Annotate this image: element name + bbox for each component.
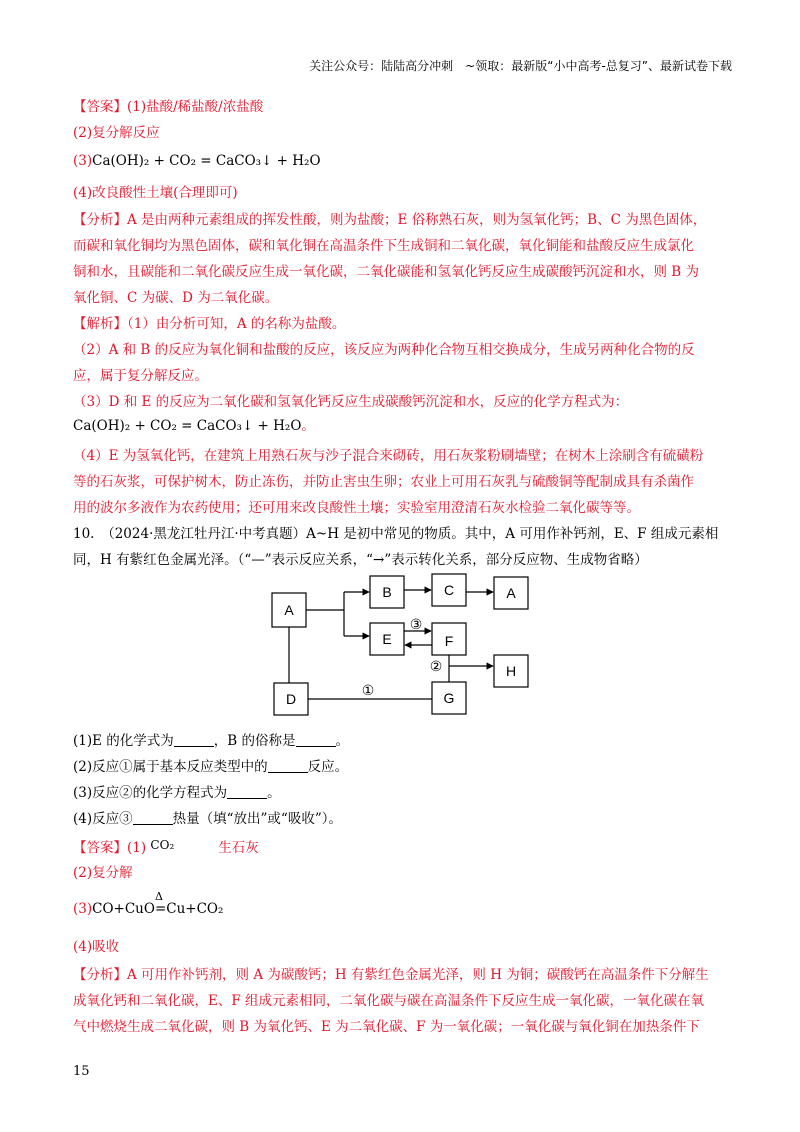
page-header: 关注公众号：陆陆高分冲刺 ~领取：最新版“小中高考-总复习”、最新试卷下载	[309, 59, 732, 73]
analysis-1-line-1: 【分析】A 是由两种元素组成的挥发性酸，则为盐酸；E 俗称熟石灰，则为氢氧化钙；B、C 为黑色固体，	[73, 212, 707, 228]
question-10-stem-2: 同，H 有紫红色金属光泽。（“—”表示反应关系，“→”表示转化关系，部分反应物、生成物省略）	[73, 552, 648, 568]
question-10-sub-4: (4)反应③ 热量（填“放出”或“吸收”）。	[73, 811, 342, 827]
page-number: 15	[73, 1064, 90, 1079]
node-h: H	[505, 663, 517, 679]
answer-1-line	[73, 94, 743, 120]
label-r2: ②	[429, 658, 443, 674]
answer-2-line: 【答案】(1) CO₂ 生石灰	[73, 838, 259, 856]
explain-1-item-3: （3）D 和 E 的反应为二氧化碳和氢氧化钙反应生成碳酸钙沉淀和水，反应的化学方程式为：	[73, 394, 629, 410]
analysis-tag: 【分析】	[73, 212, 127, 228]
answer-2-name: 生石灰	[218, 840, 259, 856]
node-a: A	[284, 602, 294, 618]
question-10-sub-3: (3)反应②的化学方程式为 。	[73, 785, 281, 801]
analysis-2-line-1: 【分析】A 可用作补钙剂，则 A 为碳酸钙；H 有紫红色金属光泽，则 H 为铜；碳酸钙在高温条件下分解生	[73, 967, 709, 983]
question-10-sub-1: (1)E 的化学式为 ，B 的俗称是 。	[73, 733, 349, 749]
explain-1-item-2a: （2）A 和 B 的反应为氧化铜和盐酸的反应，该反应为两种化合物互相交换成分，生成另两种化合物的反	[73, 342, 695, 358]
answer-1-item-2: (2)复分解反应	[73, 125, 160, 141]
label-r3: ③	[409, 616, 423, 632]
explain-1-item-4a: （4）E 为氢氧化钙，在建筑上用熟石灰与沙子混合来砌砖，用石灰浆粉刷墙壁；在树木上涂刷含有硫磺粉	[73, 448, 704, 464]
explain-tag: 【解析】	[73, 316, 127, 332]
node-c2: A	[506, 585, 516, 601]
node-e: E	[382, 631, 392, 647]
node-d: D	[285, 691, 297, 707]
explain-1-item-1: 【解析】（1）由分析可知，A 的名称为盐酸。	[73, 316, 346, 332]
blank	[174, 732, 214, 747]
formula: CO₂	[150, 838, 175, 852]
answer-1-item-3: (3)Ca(OH)₂ + CO₂ = CaCO₃↓ + H₂O	[73, 153, 321, 169]
equation: Ca(OH)₂ + CO₂ = CaCO₃↓ + H₂O	[92, 153, 321, 169]
reaction-diagram	[260, 568, 560, 723]
explain-1-equation: Ca(OH)₂ + CO₂ = CaCO₃↓ + H₂O。	[73, 418, 315, 434]
node-b: B	[382, 584, 392, 600]
analysis-tag: 【分析】	[73, 967, 127, 983]
blank	[268, 758, 308, 773]
label-r1: ①	[361, 682, 375, 698]
explain-1-item-4b: 等的石灰浆，可保护树木，防止冻伤，并防止害虫生卵；农业上可用石灰乳与硫酸铜等配制成具有杀菌作	[73, 474, 694, 490]
analysis-1-line-2: 而碳和氧化铜均为黑色固体，碳和氧化铜在高温条件下生成铜和二氧化碳，氧化铜能和盐酸反应生成氯化	[73, 238, 694, 254]
answer-tag: 【答案】	[73, 99, 127, 115]
question-10-sub-2: (2)反应①属于基本反应类型中的 反应。	[73, 759, 349, 775]
explain-1-item-4c: 用的波尔多液作为农药使用；还可用来改良酸性土壤；实验室用澄清石灰水检验二氧化碳等等。	[73, 500, 640, 516]
blank	[133, 810, 173, 825]
blank	[227, 784, 267, 799]
node-f: F	[444, 633, 454, 649]
answer-1-item-4: (4)改良酸性土壤(合理即可)	[73, 185, 238, 201]
analysis-1-line-4: 氧化铜、C 为碳、D 为二氧化碳。	[73, 290, 279, 306]
analysis-2-line-2: 成氧化钙和二氧化碳，E、F 组成元素相同，二氧化碳与碳在高温条件下反应生成一氧化碳，一氧化碳在氧	[73, 993, 705, 1009]
node-c: C	[443, 582, 455, 598]
analysis-2-line-3: 气中燃烧生成二氧化碳，则 B 为氧化钙、E 为二氧化碳、F 为一氧化碳；一氧化碳与氧化铜在加热条件下	[73, 1019, 700, 1035]
blank	[296, 732, 336, 747]
analysis-1-line-3: 铜和水，且碳能和二氧化碳反应生成一氧化碳，二氧化碳能和氢氧化钙反应生成碳酸钙沉淀和水，则 B 为	[73, 264, 700, 280]
answer-2-item-3: (3)CO+CuO Δ =Cu+CO₂	[73, 890, 224, 917]
node-g: G	[443, 690, 455, 706]
answer-2-item-2: (2)复分解	[73, 865, 133, 881]
question-10-stem-1: 10. （2024·黑龙江牡丹江·中考真题）A~H 是初中常见的物质。其中，A 可用作补钙剂，E、F 组成元素相	[73, 526, 719, 542]
explain-1-item-2b: 应，属于复分解反应。	[73, 368, 208, 384]
answer-tag: 【答案】	[73, 840, 127, 856]
answer-1-item-1: (1)盐酸/稀盐酸/浓盐酸	[127, 99, 264, 115]
answer-2-item-4: (4)吸收	[73, 939, 120, 955]
